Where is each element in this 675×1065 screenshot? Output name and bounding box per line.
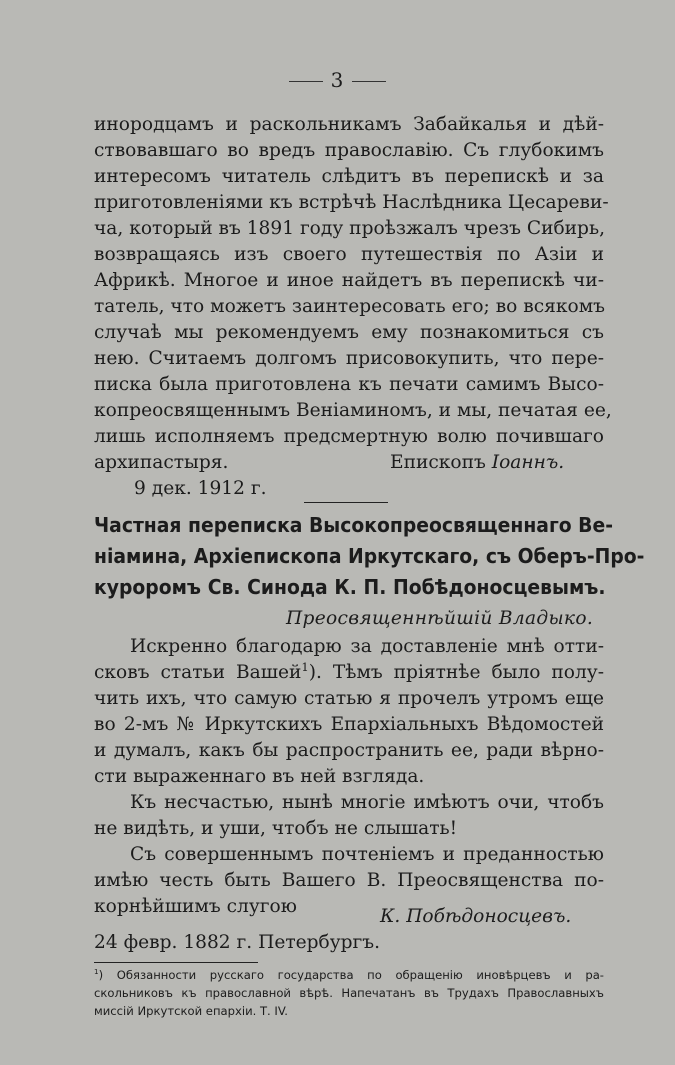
text-line: чить ихъ, что самую статью я прочелъ утромъ еще xyxy=(94,688,604,709)
section-divider xyxy=(304,502,388,503)
text-line: не видѣть, и уши, чтобъ не слышать! xyxy=(94,818,458,839)
text-line: писка была приготовлена къ печати самимъ Высо- xyxy=(94,374,604,395)
page-number-value: 3 xyxy=(330,68,345,92)
section-heading xyxy=(94,510,645,603)
text-line: возвращаясь изъ своего путешествія по Азіи и xyxy=(94,244,604,265)
pobedonostsev-signature: К. Побѣдоносцевъ. xyxy=(380,906,572,927)
text-line: во 2-мъ № Иркутскихъ Епархіальныхъ Вѣдомостей xyxy=(94,714,604,735)
text-line: лишь исполняемъ предсмертную волю почившаго xyxy=(94,426,604,447)
heading-line: Частная переписка Высокопреосвященнаго Ве- xyxy=(94,513,613,537)
text-line: ча, который въ 1891 году проѣзжалъ чрезъ Сибирь, xyxy=(94,218,605,239)
bishop-signature xyxy=(390,452,564,473)
text-line: сти выраженнаго въ ней взгляда. xyxy=(94,766,425,787)
footnote-line: скольниковъ къ православной вѣрѣ. Напечатанъ въ Трудахъ Православныхъ xyxy=(94,986,604,1000)
letter-date: 24 февр. 1882 г. Петербургъ. xyxy=(94,932,381,953)
text-line: корнѣйшимъ слугою xyxy=(94,896,297,917)
heading-line: куроромъ Св. Синода К. П. Побѣдоносцевымъ. xyxy=(94,575,606,599)
heading-line: ніамина, Архіепископа Иркутскаго, съ Оберъ-Про- xyxy=(94,544,645,568)
text-line: Африкѣ. Многое и иное найдетъ въ перепискѣ чи- xyxy=(94,270,604,291)
text-line: ствовавшаго во вредъ православію. Съ глубокимъ xyxy=(94,140,604,161)
text-fragment: ). Тѣмъ пріятнѣе было полу- xyxy=(308,662,604,683)
footnote-divider xyxy=(94,962,258,963)
footnote xyxy=(94,966,604,1020)
text-line: приготовленіями къ встрѣчѣ Наслѣдника Цесареви- xyxy=(94,192,609,213)
footnote-line: миссій Иркутской епархіи. Т. IV. xyxy=(94,1004,288,1018)
letter-body xyxy=(94,634,604,920)
footnote-marker: 1 xyxy=(301,659,309,674)
page-number xyxy=(0,68,675,92)
letter-salutation: Преосвященнѣйшій Владыко. xyxy=(286,608,594,629)
text-line: и думалъ, какъ бы распространить ее, ради вѣрно- xyxy=(94,740,604,761)
text-line: Искренно благодарю за доставленіе мнѣ отти- xyxy=(130,636,604,657)
footnote-line xyxy=(94,966,604,984)
text-line: случаѣ мы рекомендуемъ ему познакомиться съ xyxy=(94,322,604,343)
signature-name: Іоаннъ. xyxy=(491,452,565,473)
signature-title: Епископъ xyxy=(390,452,486,473)
text-line: Съ совершеннымъ почтеніемъ и преданностью xyxy=(130,844,604,865)
text-line: имѣю честь быть Вашего В. Преосвященства по- xyxy=(94,870,604,891)
text-line: копреосвященнымъ Веніаминомъ, и мы, печатая ее, xyxy=(94,400,612,421)
text-fragment: сковъ статьи Вашей xyxy=(94,662,302,683)
intro-paragraph xyxy=(94,112,612,476)
text-line xyxy=(94,660,604,686)
text-line: архипастыря. xyxy=(94,452,229,473)
footnote-marker: 1 xyxy=(94,967,99,977)
text-line: интересомъ читатель слѣдитъ въ перепискѣ и за xyxy=(94,166,604,187)
page-number-dash-right xyxy=(352,81,386,82)
text-line: инородцамъ и раскольникамъ Забайкалья и дѣй- xyxy=(94,114,604,135)
text-line: Къ несчастью, нынѣ многіе имѣютъ очи, чтобъ xyxy=(130,792,604,813)
page-number-dash-left xyxy=(289,81,323,82)
text-line: нею. Считаемъ долгомъ присовокупить, что пере- xyxy=(94,348,604,369)
intro-date: 9 дек. 1912 г. xyxy=(134,478,267,499)
text-line: татель, что можетъ заинтересовать его; во всякомъ xyxy=(94,296,605,317)
text-fragment: ) Обязанности русскаго государства по обращенію иновѣрцевъ и ра- xyxy=(98,968,604,982)
